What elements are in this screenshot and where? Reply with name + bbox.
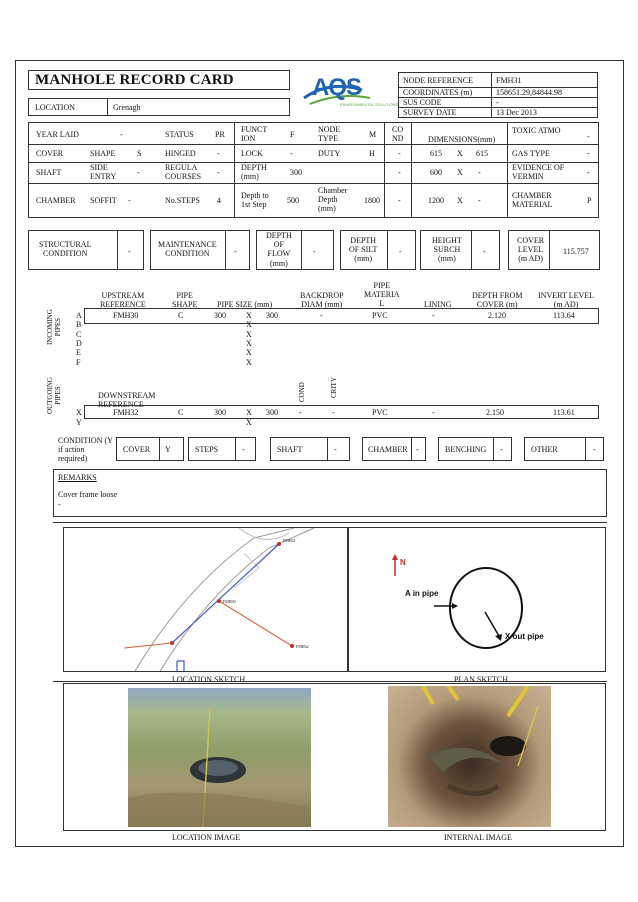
cond-cover-label: COVER <box>123 445 151 454</box>
regula-value: - <box>217 168 220 177</box>
aqs-logo <box>300 72 399 116</box>
hinged-label: HINGED <box>165 149 196 158</box>
maintenance-value: - <box>234 247 237 256</box>
outgoing-row-box <box>84 405 599 419</box>
location-photo <box>128 688 311 827</box>
depth-step-value: 500 <box>287 196 299 205</box>
outgoing-size1-0: 300 <box>214 408 226 417</box>
silt-value: - <box>399 247 402 256</box>
a-in-pipe-label: A in pipe <box>405 589 439 598</box>
coord-label: COORDINATES (m) <box>403 88 473 97</box>
cond-other-box <box>524 437 604 461</box>
incoming-label: INCOMING PIPES <box>46 309 62 345</box>
lock-value: - <box>290 149 293 158</box>
toxic-label: TOXIC ATMO <box>512 126 561 135</box>
coord-value: 158651.29,84844.98 <box>496 88 562 97</box>
incoming-letter-0: A <box>76 311 82 320</box>
duty-value: H <box>369 149 375 158</box>
upstream-header: UPSTREAM REFERENCE <box>100 291 146 310</box>
outgoing-material-0: PVC <box>372 408 388 417</box>
location-value: Grenagh <box>113 103 141 112</box>
soffit-label: SOFFIT <box>90 196 117 205</box>
node-ref-value: FMH31 <box>496 76 522 85</box>
cond-cover-value: Y <box>165 445 171 454</box>
incoming-x-2: X <box>246 329 252 339</box>
node-type-label: NODE TYPE <box>318 125 341 144</box>
location-sketch-caption: LOCATION SKETCH <box>172 675 246 684</box>
incoming-x-4: X <box>246 348 252 358</box>
flow-label: DEPTH OF FLOW (mm) <box>266 231 292 268</box>
location-image-caption: LOCATION IMAGE <box>172 833 241 842</box>
gas-label: GAS TYPE <box>512 149 550 158</box>
structural-box <box>28 230 144 270</box>
outgoing-depth-0: 2.150 <box>486 408 504 417</box>
cond-shaft-value: - <box>334 445 337 454</box>
outgoing-invert-0: 113.61 <box>553 408 575 417</box>
maintenance-label: MAINTENANCE CONDITION <box>158 240 217 259</box>
cond-chamber-label: CHAMBER <box>368 445 408 454</box>
chamber-dim2: - <box>478 196 481 205</box>
cond-shaft-box <box>270 437 350 461</box>
sketch-node-2: FMH30 <box>223 599 236 604</box>
lock-label: LOCK <box>241 149 263 158</box>
outgoing-crit-0: - <box>332 408 335 417</box>
gas-value: - <box>587 149 590 158</box>
shaft-depth-value: 300 <box>290 168 302 177</box>
shaft-dim-x: X <box>457 168 463 177</box>
north-label: N <box>400 558 406 567</box>
remarks-label: REMARKS <box>58 473 97 482</box>
node-type-value: M <box>369 130 377 139</box>
incoming-x-1: X <box>246 320 252 330</box>
dimensions-label: DIMENSIONS(mm) <box>428 135 496 144</box>
incoming-letter-4: E <box>76 348 81 358</box>
cond-col-header: COND <box>298 382 306 402</box>
incoming-size2-0: 300 <box>266 311 278 320</box>
cond-chamber-value: - <box>416 445 419 454</box>
incoming-invert-0: 113.64 <box>553 311 575 320</box>
cover-shape-label: SHAPE <box>90 149 116 158</box>
regula-label: REGULA COURSES <box>165 163 202 182</box>
duty-label: DUTY <box>318 149 341 158</box>
location-sketch <box>63 527 348 672</box>
incoming-size1-0: 300 <box>214 311 226 320</box>
shape-header: PIPE SHAPE <box>172 291 198 310</box>
outgoing-size2-0: 300 <box>266 408 278 417</box>
shaft-depth-label: DEPTH (mm) <box>241 163 267 182</box>
remarks-box <box>53 469 607 517</box>
cond-cover-box <box>116 437 184 461</box>
status-label: STATUS <box>165 130 194 139</box>
cover-cond-value: - <box>398 149 401 158</box>
plan-sketch-diagram <box>349 528 607 673</box>
maintenance-box <box>150 230 250 270</box>
outgoing-ref-0: FMH32 <box>113 408 139 417</box>
incoming-ref-0: FMH30 <box>113 311 139 320</box>
location-photo-art <box>128 688 311 827</box>
material-header: PIPE MATERIA L <box>364 281 400 309</box>
cover-shape-value: S <box>137 149 142 158</box>
sus-value: - <box>496 98 499 107</box>
logo-text: AQS <box>312 74 362 101</box>
soffit-value: - <box>128 196 131 205</box>
chamber-label: CHAMBER <box>36 196 76 205</box>
internal-photo-art <box>388 686 551 827</box>
depth-step-label: Depth to 1st Step <box>241 191 269 210</box>
function-value: F <box>290 130 295 139</box>
cond-other-value: - <box>593 445 596 454</box>
chamber-dim1: 1200 <box>428 196 444 205</box>
silt-box <box>340 230 416 270</box>
location-sketch-map <box>64 528 348 672</box>
cond-benching-box <box>438 437 512 461</box>
date-label: SURVEY DATE <box>403 108 457 117</box>
cover-level-label: COVER LEVEL (m AD) <box>517 236 545 264</box>
steps-label: No.STEPS <box>165 196 200 205</box>
node-info-box <box>398 72 598 118</box>
incoming-row-box <box>84 308 599 324</box>
cond-steps-box <box>188 437 256 461</box>
side-entry-label: SIDE ENTRY <box>90 163 117 182</box>
incoming-x-0: X <box>246 311 252 320</box>
cover-label: COVER <box>36 149 64 158</box>
chamber-depth-value: 1800 <box>364 196 380 205</box>
cover-dim-x: X <box>457 149 463 158</box>
outgoing-label: OUTGOING PIPES <box>46 377 62 414</box>
backdrop-header: BACKDROP DIAM (mm) <box>300 291 344 310</box>
remarks-line-1: Cover frame loose <box>58 490 118 499</box>
incoming-letter-1: B <box>76 320 82 330</box>
incoming-shape-0: C <box>178 311 184 320</box>
toxic-value: - <box>587 132 590 141</box>
function-label: FUNCT ION <box>241 125 268 144</box>
internal-photo <box>388 686 551 827</box>
hinged-value: - <box>217 149 220 158</box>
sus-label: SUS CODE <box>403 98 442 107</box>
surch-value: - <box>483 247 486 256</box>
shaft-cond-value: - <box>398 168 401 177</box>
incoming-depth-0: 2.120 <box>488 311 506 320</box>
incoming-backdrop-0: - <box>320 311 323 320</box>
cond-benching-value: - <box>500 445 503 454</box>
logo-subtext: ENVIRONMENTAL SOLUTIONS <box>340 102 399 107</box>
cond-benching-label: BENCHING <box>445 445 487 454</box>
incoming-lining-0: - <box>432 311 435 320</box>
surch-box <box>420 230 500 270</box>
year-laid-label: YEAR LAID <box>36 130 79 139</box>
shaft-label: SHAFT <box>36 168 62 177</box>
invert-header: INVERT LEVEL (m AD) <box>538 291 595 310</box>
chamber-dim-x: X <box>457 196 463 205</box>
cond-steps-label: STEPS <box>195 445 219 454</box>
incoming-letter-3: D <box>76 338 82 348</box>
outgoing-letter-0: X <box>76 408 82 417</box>
outgoing-letter-1: Y <box>76 418 82 427</box>
cover-dim2: 615 <box>476 149 488 158</box>
title-box <box>28 70 290 90</box>
incoming-x-5: X <box>246 357 252 367</box>
silt-label: DEPTH OF SILT (mm) <box>349 236 378 264</box>
incoming-letter-2: C <box>76 329 82 339</box>
incoming-material-0: PVC <box>372 311 388 320</box>
shaft-dim2: - <box>478 168 481 177</box>
chamber-cond-value: - <box>398 196 401 205</box>
location-label: LOCATION <box>35 103 75 112</box>
internal-image-caption: INTERNAL IMAGE <box>444 833 512 842</box>
shaft-dim1: 600 <box>430 168 442 177</box>
condition-row-label: CONDITION (Y if action required) <box>58 436 113 464</box>
incoming-letter-5: F <box>76 357 81 367</box>
outgoing-cond-0: - <box>299 408 302 417</box>
vermin-value: - <box>587 168 590 177</box>
surch-label: HEIGHT SURCH (mm) <box>432 236 462 264</box>
cover-level-value: 115.757 <box>563 247 589 256</box>
structural-value: - <box>128 247 131 256</box>
cover-dim1: 615 <box>430 149 442 158</box>
plan-sketch-caption: PLAN SKETCH <box>454 675 509 684</box>
date-value: 13 Dec 2013 <box>496 108 537 117</box>
downstream-header: DOWNSTREAM REFERENCE <box>98 391 156 410</box>
outgoing-shape-0: C <box>178 408 184 417</box>
flow-box <box>256 230 334 270</box>
steps-value: 4 <box>217 196 221 205</box>
x-out-pipe-label: X out pipe <box>505 632 544 641</box>
side-entry-value: - <box>137 168 140 177</box>
cond-shaft-label: SHAFT <box>277 445 303 454</box>
vermin-label: EVIDENCE OF VERMIN <box>512 163 565 182</box>
flow-value: - <box>313 247 316 256</box>
structural-label: STRUCTURAL CONDITION <box>39 240 92 259</box>
outgoing-x-1: X <box>246 418 252 427</box>
crit-col-header: CRITY <box>330 377 338 398</box>
outgoing-x-0: X <box>246 408 252 417</box>
chamber-material-label: CHAMBER MATERIAL <box>512 191 553 210</box>
sketch-node-3: FMH32 <box>296 644 309 649</box>
cond-other-label: OTHER <box>531 445 558 454</box>
location-box <box>28 98 290 116</box>
sketch-node-1: FMH31 <box>283 538 296 543</box>
size-header: PIPE SIZE (mm) <box>217 300 273 309</box>
depth-header: DEPTH FROM COVER (m) <box>472 291 523 310</box>
cond-steps-value: - <box>242 445 245 454</box>
plan-sketch <box>348 527 606 672</box>
status-value: PR <box>215 130 225 139</box>
cover-level-box <box>508 230 600 270</box>
chamber-material-value: P <box>587 196 592 205</box>
incoming-x-3: X <box>246 338 252 348</box>
page-title: MANHOLE RECORD CARD <box>35 72 234 88</box>
lining-header: LINING <box>424 300 452 309</box>
cond-chamber-box <box>362 437 426 461</box>
node-ref-label: NODE REFERENCE <box>403 76 473 85</box>
remarks-line-2: - <box>58 500 61 509</box>
chamber-depth-label: Chamber Depth (mm) <box>318 186 348 214</box>
year-laid-value: - <box>120 130 123 139</box>
outgoing-lining-0: - <box>432 408 435 417</box>
cond-label: CO ND <box>392 125 404 144</box>
